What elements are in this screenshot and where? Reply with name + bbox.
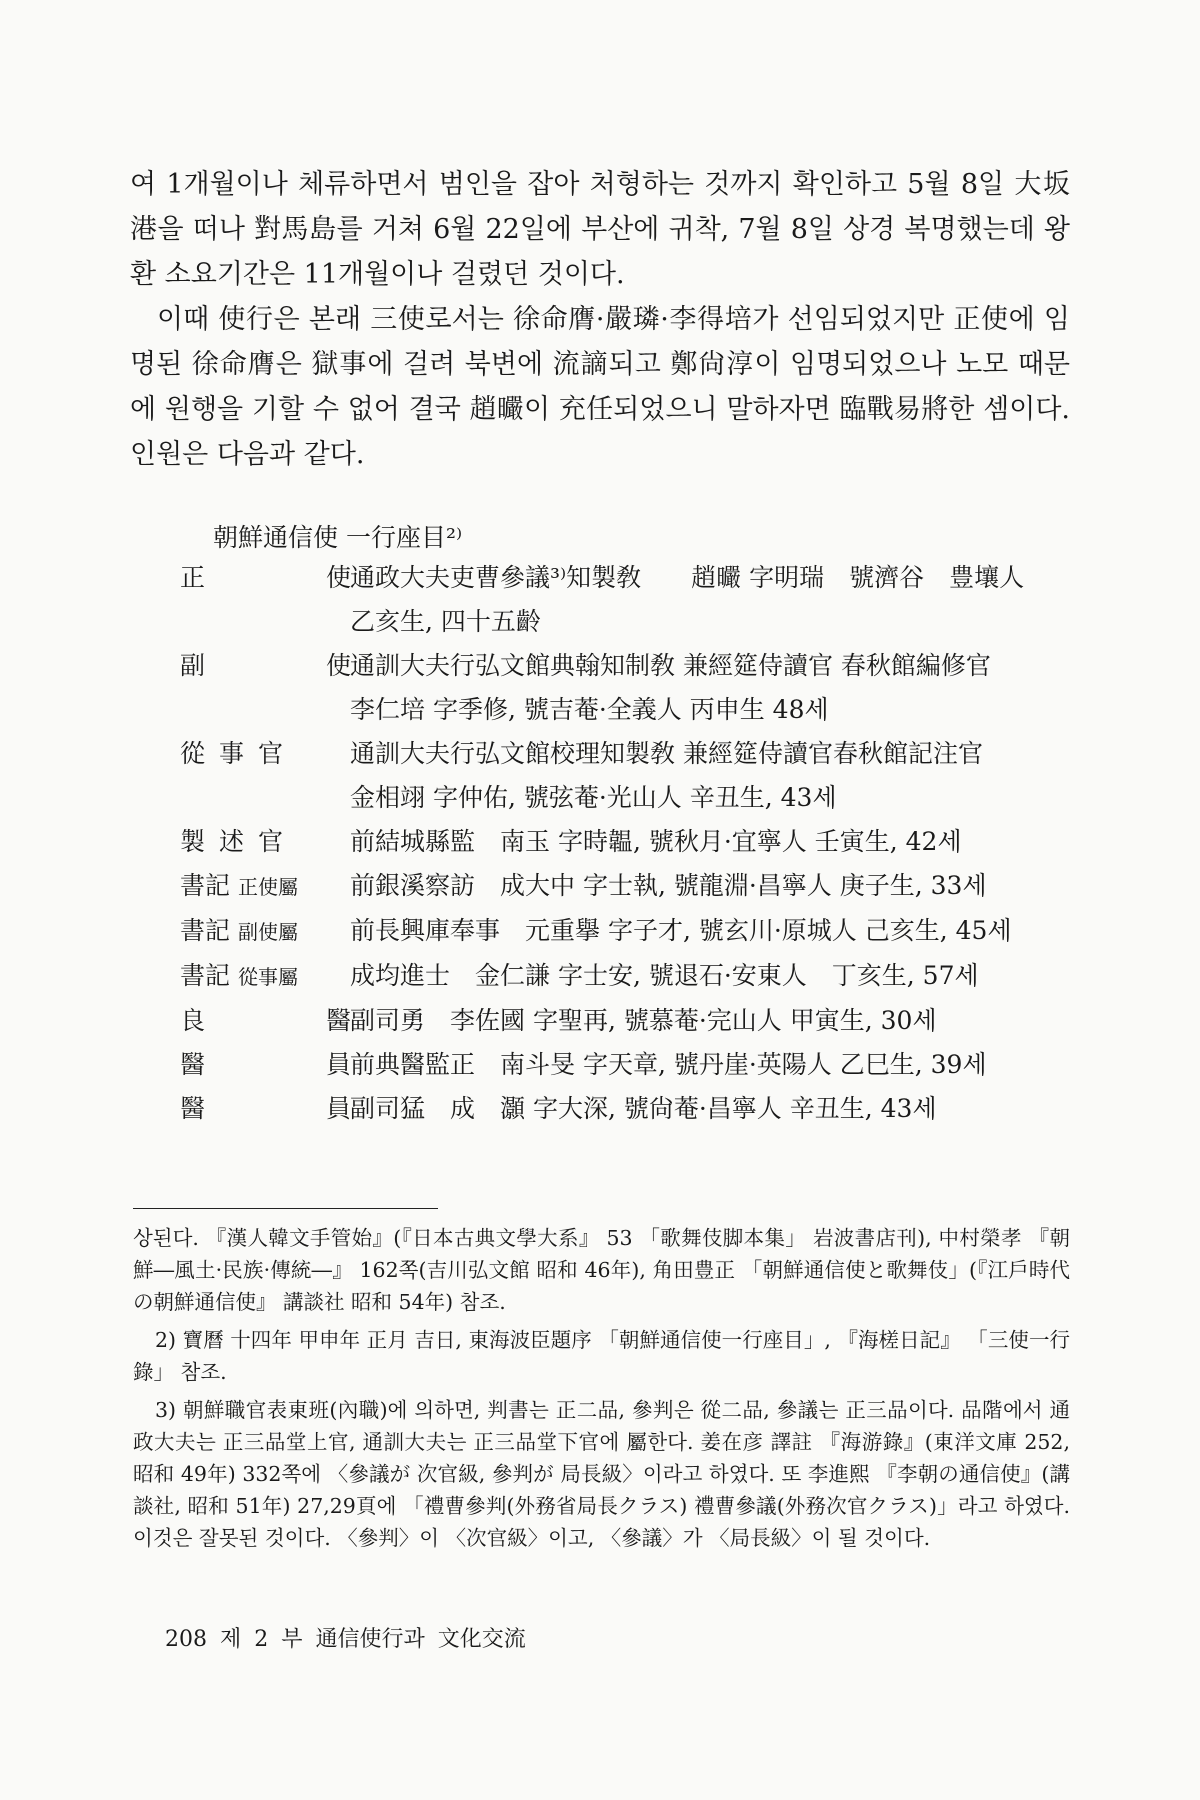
role-sub-label: 正使屬: [238, 875, 299, 899]
detail-line: 前典醫監正 南斗旻 字天章, 號丹崖·英陽人 乙巳生, 39세: [350, 1050, 987, 1079]
roster-row: [180, 556, 1070, 644]
roster-table: [180, 556, 1070, 1131]
detail-line: 成均進士 金仁謙 字士安, 號退石·安東人 丁亥生, 57세: [350, 961, 979, 990]
section-title: 通信使行과 文化交流: [315, 1627, 526, 1652]
roster-row: [180, 999, 1070, 1043]
role-label: 醫 員: [180, 1094, 400, 1123]
role-label: 醫 員: [180, 1050, 400, 1079]
page-footer: [165, 1622, 526, 1653]
role-label: 製述官: [180, 827, 298, 856]
detail-line: 金相翊 字仲佑, 號弦菴·光山人 辛丑生, 43세: [350, 783, 837, 812]
footnotes: [133, 1222, 1070, 1560]
detail-line: 副司勇 李佐國 字聖再, 號慕菴·完山人 甲寅生, 30세: [350, 1006, 937, 1035]
detail-line: 通訓大夫行弘文館校理知製敎 兼經筵侍讀官春秋館記注官: [350, 739, 983, 768]
roster-row: [180, 644, 1070, 732]
roster-row: [180, 1087, 1070, 1131]
roster-row: [180, 732, 1070, 820]
footnote-3: 3) 朝鮮職官表東班(內職)에 의하면, 判書는 正二品, 參判은 從二品, 參議는 正三品이다. 品階에서 通政大夫는 正三品堂上官, 通訓大夫는 正三品堂下官에 屬한다. 姜在彦 譯註 『海游錄』(東洋文庫 252, 昭和 49年) 332쪽에 〈參議が 次官級, 參判が 局長級〉이라고 하였다. 또 李進熙 『李朝の通信使』(講談社, 昭和 51年) 27,29頁에 「禮曹參判(外務省局長クラス) 禮曹參議(外務次官クラス)」라고 하였다. 이것은 잘못된 것이다. 〈參判〉이 〈次官級〉이고, 〈參議〉가 〈局長級〉이 될 것이다.: [133, 1398, 1070, 1550]
role-label: 書記: [180, 916, 231, 945]
footnote-divider: [133, 1208, 438, 1209]
part-label: 제 2 부: [220, 1627, 303, 1652]
roster-row: [180, 909, 1070, 954]
role-label: 正 使: [180, 563, 400, 592]
page-number: 208: [165, 1627, 207, 1652]
role-label: 良 醫: [180, 1006, 400, 1035]
detail-line: 通政大夫吏曹參議³⁾知製敎 趙曮 字明瑞 號濟谷 豊壤人: [350, 563, 1025, 592]
detail-line: 乙亥生, 四十五齡: [350, 607, 541, 636]
footnote-continuation: 상된다. 『漢人韓文手管始』(『日本古典文學大系』 53 「歌舞伎脚本集」 岩波書店刊), 中村榮孝 『朝鮮―風土·民族·傳統―』 162쪽(吉川弘文館 昭和 46年), 角田豊正 「朝鮮通信使と歌舞伎」(『江戶時代の朝鮮通信使』 講談社 昭和 54年) 참조.: [133, 1226, 1070, 1314]
paragraph-2: 이때 使行은 본래 三使로서는 徐命膺·嚴璘·李得培가 선임되었지만 正使에 임명된 徐命膺은 獄事에 걸려 북변에 流謫되고 鄭尙淳이 임명되었으나 노모 때문에 원행을 기할 수 없어 결국 趙曮이 充任되었으니 말하자면 臨戰易將한 셈이다. 인원은 다음과 같다.: [130, 304, 1070, 470]
detail-line: 前長興庫奉事 元重擧 字子才, 號玄川·原城人 己亥生, 45세: [350, 916, 1012, 945]
roster-row: [180, 820, 1070, 864]
role-label: 從事官: [180, 739, 298, 768]
roster-row: [180, 864, 1070, 909]
footnote-2: 2) 寶曆 十四年 甲申年 正月 吉日, 東海波臣題序 「朝鮮通信使一行座目」, 『海槎日記』 「三使一行錄」 참조.: [133, 1328, 1070, 1384]
roster-title: 朝鮮通信使 一行座目²⁾: [213, 523, 463, 552]
role-sub-label: 副使屬: [238, 920, 299, 944]
role-label: 書記: [180, 871, 231, 900]
roster-row: [180, 954, 1070, 999]
body-text: [130, 162, 1070, 477]
detail-line: 前結城縣監 南玉 字時韞, 號秋月·宜寧人 壬寅生, 42세: [350, 827, 962, 856]
role-label: 副 使: [180, 651, 400, 680]
detail-line: 副司猛 成 灝 字大深, 號尙菴·昌寧人 辛丑生, 43세: [350, 1094, 937, 1123]
detail-line: 李仁培 字季修, 號吉菴·全義人 丙申生 48세: [350, 695, 829, 724]
role-sub-label: 從事屬: [238, 965, 299, 989]
roster-row: [180, 1043, 1070, 1087]
paragraph-1: 여 1개월이나 체류하면서 범인을 잡아 처형하는 것까지 확인하고 5월 8일 大坂港을 떠나 對馬島를 거쳐 6월 22일에 부산에 귀착, 7월 8일 상경 복명했는데 왕환 소요기간은 11개월이나 걸렸던 것이다.: [130, 169, 1070, 290]
role-label: 書記: [180, 961, 231, 990]
detail-line: 通訓大夫行弘文館典翰知制敎 兼經筵侍讀官 春秋館編修官: [350, 651, 991, 680]
detail-line: 前銀溪察訪 成大中 字士執, 號龍淵·昌寧人 庚子生, 33세: [350, 871, 987, 900]
